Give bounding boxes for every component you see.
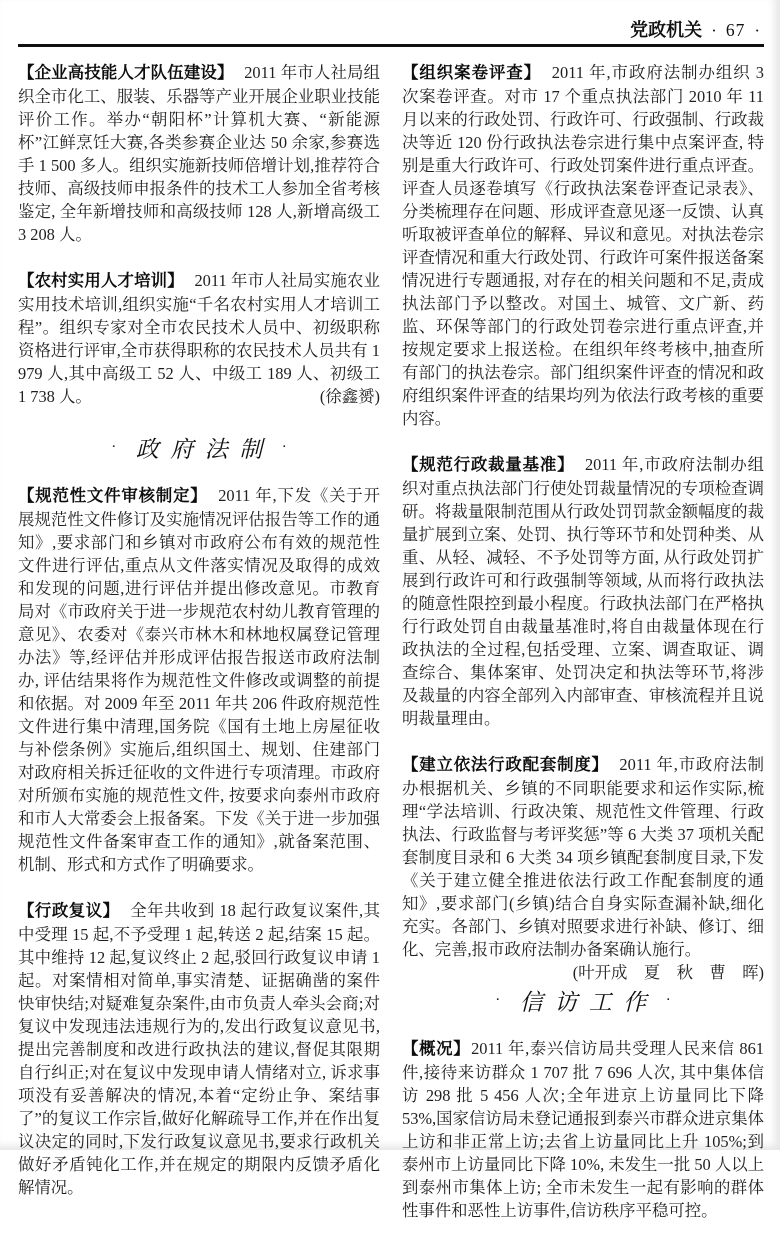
entry-title: 【规范行政裁量基准】: [402, 456, 575, 474]
entry-body: 2011 年,市政府法制办组织对重点执法部门行使处罚裁量情况的专项检查调研。将裁量限制范围从行政处罚罚款金额幅度的裁量扩展到立案、处罚、执行等环节和处罚种类、从重、从轻、减轻、不予处罚等方面, 从行政处罚扩展到行政许可和行政强制等领域, 从而将行政执法的随意性限控到最小程度。行政执法部门在严格执行行政处罚自由裁量基准时,将自由裁量体现在行政执法的全过程,包括受理、立案、调查取证、调查综合、集体案审、处罚决定和执法等环节,将涉及裁量的内容全部列入内部审查、审核流程并且说明裁量理由。: [402, 455, 764, 728]
entry-byline: (徐鑫赟): [319, 387, 380, 406]
section-heading-petition-work: [402, 984, 764, 1017]
header-dot: ·: [711, 21, 717, 40]
entry-body: 2011 年,市政府法制办根据机关、乡镇的不同职能要求和运作实际,梳理“学法培训、行政决策、规范性文件管理、行政执法、行政监督与考评奖惩”等 6 大类 37 项机关配套制度目录和 6 大类 34 项乡镇配套制度目录,下发《关于建立健全推进依法行政工作配套制度的通知》,要求部门(乡镇)结合自身实际查漏补缺,细化充实。各部门、乡镇对照要求进行补缺、修订、细化、完善,报市政府法制办备案确认施行。: [402, 755, 765, 959]
entry-title: 【建立依法行政配套制度】: [402, 756, 609, 774]
heading-text: 政府法制: [135, 437, 274, 462]
section-heading-government-legal: [18, 431, 380, 464]
entry-supporting-systems: [402, 753, 765, 982]
entry-title: 【概况】: [402, 1040, 471, 1058]
left-column: [18, 61, 380, 1245]
page-header: [18, 16, 764, 40]
right-column: [402, 61, 764, 1245]
entry-body: 2011 年,市政府法制办组织 3 次案卷评查。对市 17 个重点执法部门 2010 年 11 月以来的行政处罚、行政许可、行政强制、行政裁决等近 120 份行政执法卷宗进行集中点案评查, 特别是重大行政许可、行政处罚案件进行重点评查。评查人员逐卷填写《行政执法案卷评查记录表》、分类梳理存在问题、形成评查意见逐一反馈、认真听取被评查单位的解释、异议和意见。对执法卷宗评查情况和重大行政处罚、行政许可案件报送备案情况进行专题通报, 对存在的相关问题和不足,责成执法部门予以整改。对国土、城管、文广新、药监、环保等部门的行政处罚卷宗进行重点评查,并按规定要求上报送检。在组织年终考核中,抽查所有部门的执法卷宗。部门组织案件评查的情况和政府组织案件评查的结果均列为依法行政考核的重要内容。: [402, 63, 764, 428]
entry-title: 【组织案卷评查】: [402, 64, 542, 82]
entry-title: 【规范性文件审核制定】: [18, 487, 208, 505]
entry-petition-overview: [402, 1037, 764, 1222]
heading-dot: ·: [281, 439, 287, 455]
entry-body: 2011 年,下发《关于开展规范性文件修订及实施情况评估报告等工作的通知》,要求部门和乡镇对市政府公布有效的规范性文件进行评估,重点从文件落实情况及取得的成效和发现的问题,进行评估并提出修改意见。市教育局对《市政府关于进一步规范农村幼儿教育管理的意见》、农委对《泰兴市林木和林地权属登记管理办法》等,经评估并形成评估报告报送市政府法制办, 评估结果将作为规范性文件修改或调整的前提和依据。对 2009 年至 2011 年共 206 件政府规范性文件进行集中清理,国务院《国有土地上房屋征收与补偿条例》实施后,组织国土、规划、住建部门对政府相关拆迁征收的文件进行专项清理。市政府对所颁布实施的规范性文件, 按要求向泰州市政府和市人大常委会上报备案。下发《关于进一步加强规范性文件备案审查工作的通知》,就备案范围、机制、形式和方式作了明确要求。: [18, 486, 381, 874]
entry-body: 2011 年市人社局组织全市化工、服装、乐器等产业开展企业职业技能评价工作。举办“朝阳杯”计算机大赛、“新能源杯”江鲜烹饪大赛,各类参赛企业达 50 余家,参赛选手 1 500 多人。组织实施新技师倍增计划,推荐符合技师、高级技师申报条件的技术工人参加全省考核鉴定, 全年新增技师和高级技师 128 人,新增高级工 3 208 人。: [18, 63, 380, 244]
header-dot: ·: [754, 21, 760, 40]
entry-byline: (叶开成 夏 秋 曹 晖): [572, 963, 764, 982]
entry-title: 【行政复议】: [18, 902, 120, 920]
entry-administrative-reconsideration: [18, 899, 380, 1199]
header-page-number: 67: [725, 20, 746, 40]
entry-discretion-standards: [402, 453, 764, 730]
entry-case-file-review: [402, 61, 764, 430]
entry-body: 2011 年市人社局实施农业实用技术培训,组织实施“千名农村实用人才培训工程”。组织专家对全市农民技术人员中、初级职称资格进行评审,全市获得职称的农民技术人员共有 1 979 人,其中高级工 52 人、中级工 189 人、初级工 1 738 人。: [18, 271, 380, 406]
entry-normative-document-review: [18, 484, 380, 876]
entry-title: 【农村实用人才培训】: [18, 272, 184, 290]
two-column-layout: [18, 61, 764, 1245]
heading-dot: ·: [495, 992, 501, 1008]
entry-body: 全年共收到 18 起行政复议案件,其中受理 15 起,不予受理 1 起,转送 2 起,结案 15 起。其中维持 12 起,复议终止 2 起,驳回行政复议申请 1 起。对案情相对简单,事实清楚、证据确凿的案件快审快结;对疑难复杂案件,由市负责人牵头会商;对复议中发现违法违规行为的,发出行政复议意见书,提出完善制度和改进行政执法的建议,督促其限期自行纠正;对在复议中发现申请人情绪对立, 诉求事项没有妥善解决的情况,本着“定纷止争、案结事了”的复议工作宗旨,做好化解疏导工作,并在作出复议决定的同时,下发行政复议意见书,要求行政机关做好矛盾钝化工作,并在规定的期限内反馈矛盾化解情况。: [18, 901, 381, 1197]
heading-text: 信访工作: [519, 990, 658, 1015]
header-section-label: 党政机关: [630, 20, 703, 40]
header-rule: [18, 44, 764, 47]
entry-enterprise-skilled-talent: [18, 61, 380, 246]
entry-title: 【企业高技能人才队伍建设】: [18, 64, 234, 82]
entry-body: 2011 年,泰兴信访局共受理人民来信 861 件,接待来访群众 1 707 批 7 696 人次, 其中集体信访 298 批 5 456 人次;全年进京上访量同比下降 53%,国家信访局未登记通报到泰兴市群众进京集体上访和非正常上访;去省上访量同比上升 105%;到泰州市上访量同比下降 10%, 未发生一批 50 人以上到泰州市集体上访; 全市未发生一起有影响的群体性事件和恶性上访事件,信访秩序平稳可控。: [402, 1039, 764, 1220]
heading-dot: ·: [111, 439, 117, 455]
entry-rural-practical-talent: [18, 269, 380, 408]
heading-dot: ·: [665, 992, 671, 1008]
